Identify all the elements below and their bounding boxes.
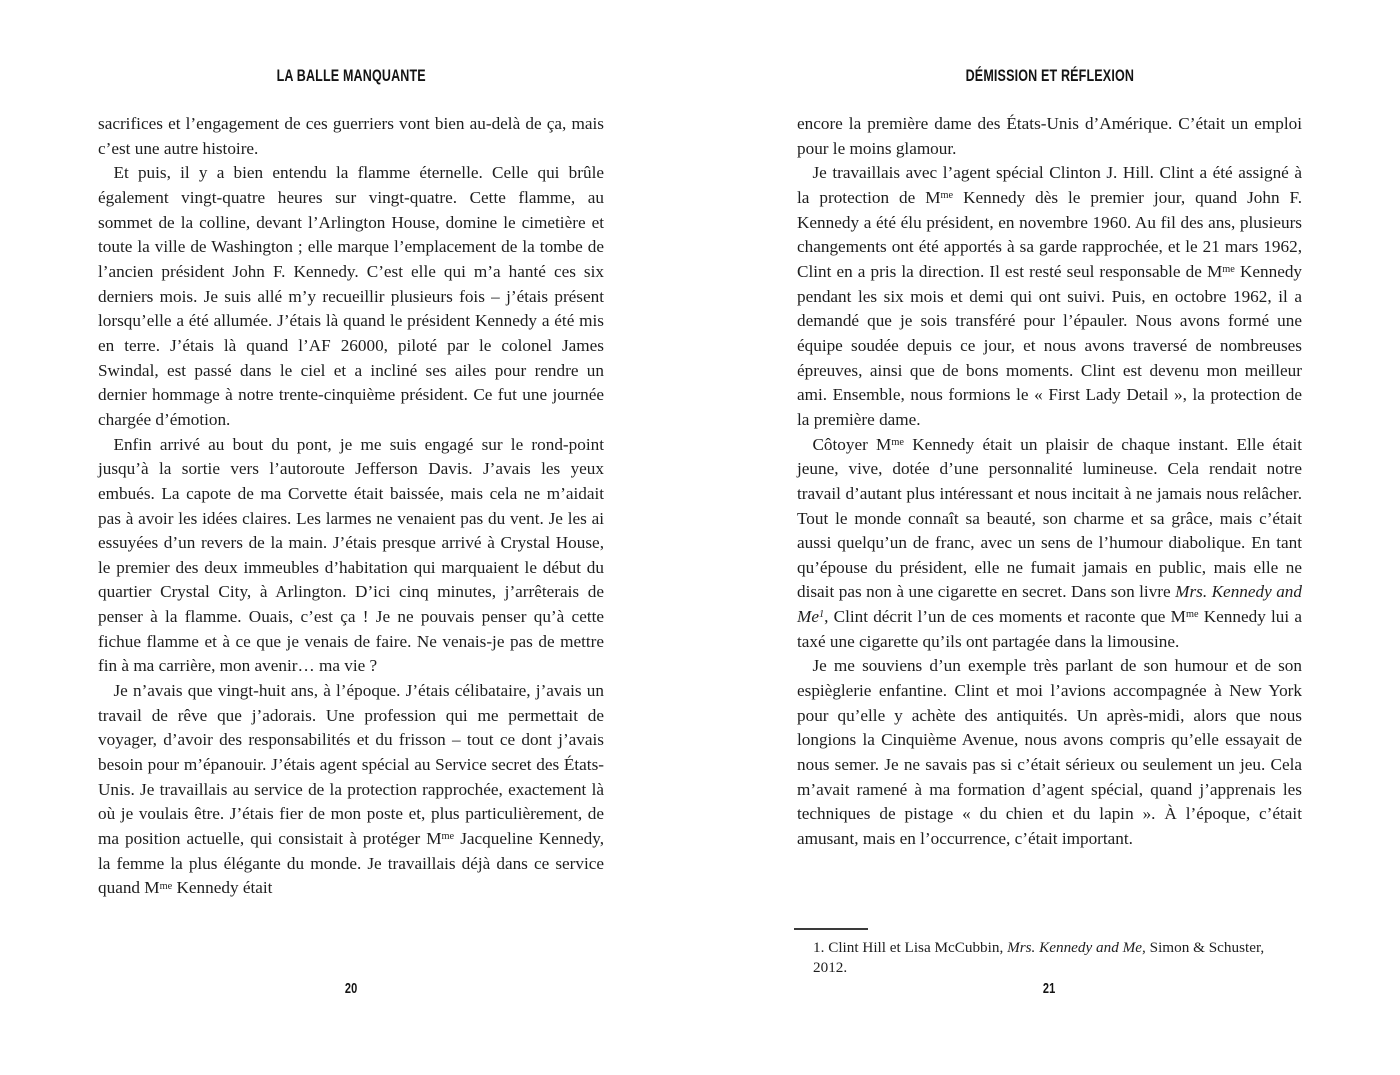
running-header-right-text: DÉMISSION ET RÉFLEXION [965, 67, 1134, 85]
text-run: Mrs. Kennedy and Me [1007, 939, 1143, 956]
text-run: me [441, 831, 455, 843]
text-run: , Simon & Schuster, 2012. [813, 939, 1265, 976]
paragraph [797, 654, 1302, 851]
text-run: encore la première dame des États-Unis d’Amérique. C’était un emploi pour le moins glamour. [797, 114, 1302, 158]
text-run: Kennedy lui a taxé une cigarette qu’ils ont partagée dans la limousine. [797, 607, 1302, 651]
text-run: Enfin arrivé au bout du pont, je me suis engagé sur le rond-point jusqu’à la sortie vers l’autoroute Jefferson Davis. J’avais les yeux embués. La capote de ma Corvette était baissée, mais cela ne m’aidait pas à avoir les idées claires. Les larmes ne venaient pas du vent. Je les ai essuyées d’un revers de la main. J’étais presque arrivé à Crystal House, le premier des deux immeubles d’habitation qui marquaient le début du quartier Crystal City, à Arlington. D’ici cinq minutes, j’arrêterais de penser à la flamme. Ouais, c’est ça ! Je ne pouvais penser qu’à cette fichue flamme et à ce que je venais de faire. Ne venais-je pas de mettre fin à ma carrière, mon avenir… ma vie ? [98, 434, 604, 676]
text-run: Et puis, il y a bien entendu la flamme éternelle. Celle qui brûle également vingt-quatre heures sur vingt-quatre. Cette flamme, au sommet de la colline, devant l’Arlington House, domine le cimetière et toute la ville de Washington ; elle marque l’emplacement de la tombe de l’ancien président John F. Kennedy. C’est elle qui m’a hanté ces six derniers mois. Je suis allé m’y recueillir plusieurs fois – j’étais présent lorsqu’elle a été allumée. J’étais là quand le président Kennedy a été mis en terre. J’étais là quand l’AF 26000, piloté par le colonel James Swindal, est passé dans le ciel et a incliné ses ailes pour rendre un dernier hommage à notre trente-cinquième président. Ce fut une journée chargée d’émotion. [98, 163, 604, 429]
paragraph [98, 433, 604, 680]
paragraph [98, 112, 604, 161]
text-run: Mrs. Kennedy and Me [797, 582, 1302, 627]
text-run: , Clint décrit l’un de ces moments et raconte que M [824, 607, 1186, 627]
running-header-right [797, 67, 1302, 86]
text-run: 1. Clint Hill et Lisa McCubbin, [813, 939, 1008, 956]
left-page-text [98, 112, 604, 901]
text-run: Je travaillais avec l’agent spécial Clinton J. Hill. Clint a été assigné à la protection de M [797, 163, 1302, 207]
text-run: Kennedy était un plaisir de chaque instant. Elle était jeune, vive, dotée d’une personnalité lumineuse. Cela rendait notre travail d’autant plus intéressant et nous incitait à ne jamais nous relâcher. Tout le monde connaît sa beauté, son charme et sa grâce, mais c’était aussi quelqu’un de franc, avec un sens de l’humour diabolique. En tant qu’épouse du président, elle ne fumait jamais en public, mais elle ne disait pas non à une cigarette en secret. Dans son livre [797, 434, 1303, 602]
footnote-divider [794, 928, 868, 930]
text-run: Kennedy dès le premier jour, quand John F. Kennedy a été élu président, en novembre 1960. Au fil des ans, plusieurs changements ont été apportés à sa garde rapprochée, et le 21 mars 1962, Clint en a pris la direction. Il est resté seul responsable de M [797, 187, 1302, 281]
text-run: me [940, 190, 954, 202]
text-run: 1 [818, 609, 825, 621]
text-run: Je n’avais que vingt-huit ans, à l’époque. J’étais célibataire, j’avais un travail de rêve que j’adorais. Une profession qui me permettait de voyager, d’avoir des responsabilités et du frisson – tout ce dont j’avais besoin pour m’épanouir. J’étais agent spécial au Service secret des États-Unis. Je travaillais au service de la protection rapprochée, exactement là où je voulais être. J’étais fier de mon poste et, plus particulièrement, de ma position actuelle, qui consistait à protéger M [98, 681, 604, 849]
text-run: Kennedy pendant les six mois et demi qui ont suivi. Puis, en octobre 1962, il a demandé que je sois transféré pour l’épauler. Nous avons formé une équipe soudée depuis ce jour, et nous avons traversé de nombreuses épreuves, ainsi que de bons moments. Clint est devenu mon meilleur ami. Ensemble, nous formions le « First Lady Detail », la protection de la première dame. [797, 261, 1303, 429]
running-header-left [98, 67, 604, 86]
paragraph [98, 679, 604, 901]
paragraph [797, 161, 1302, 432]
text-run: Côtoyer M [812, 434, 892, 454]
page-number-left-text: 20 [344, 981, 358, 997]
text-run: me [159, 880, 173, 892]
text-run: me [1222, 264, 1235, 276]
text-run: Je me souviens d’un exemple très parlant de son humour et de son espièglerie enfantine. Clint et moi l’avions accompagnée à New York pour qu’elle y achète des antiquités. Un après-midi, alors que nous longions la Cinquième Avenue, nous avons compris qu’elle essayait de nous semer. Je ne savais pas si c’était sérieux ou seulement un jeu. Cela m’avait ramené à ma formation d’agent spécial, quand j’apprenais les techniques de pistage « du chien et du lapin ». À l’époque, c’était amusant, mais en l’occurrence, c’était important. [797, 656, 1302, 849]
footnote [797, 938, 1302, 978]
text-run: me [1185, 609, 1199, 621]
right-page-text [797, 112, 1302, 852]
page-number-right-text: 21 [1043, 981, 1056, 997]
paragraph [98, 161, 604, 432]
paragraph [797, 112, 1302, 161]
page-number-right [797, 981, 1302, 997]
text-run: Jacqueline Kennedy, la femme la plus élégante du monde. Je travaillais déjà dans ce service quand M [98, 829, 604, 898]
right-page [797, 0, 1302, 1075]
text-run: sacrifices et l’engagement de ces guerriers vont bien au-delà de ça, mais c’est une autre histoire. [98, 114, 604, 158]
text-run: Kennedy était [172, 878, 273, 898]
page-number-left [98, 981, 604, 997]
running-header-left-text: LA BALLE MANQUANTE [276, 67, 426, 85]
text-run: me [891, 436, 904, 448]
left-page [98, 0, 604, 1075]
paragraph [797, 433, 1302, 655]
